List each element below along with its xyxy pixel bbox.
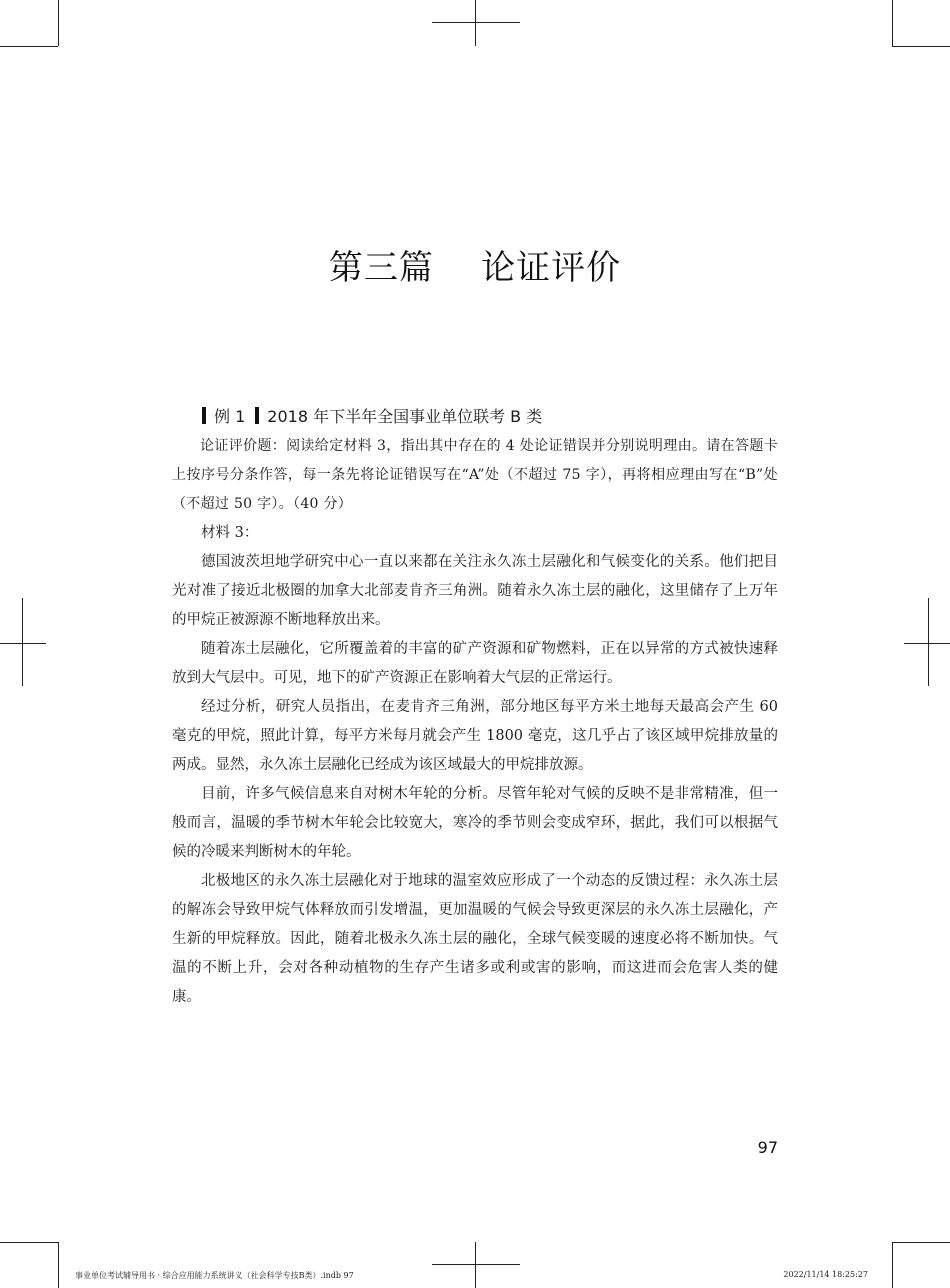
crop-mark (892, 46, 950, 47)
main-content (172, 402, 778, 1012)
chapter-title: 第三篇 论证评价 (328, 248, 622, 288)
page-number: 97 (757, 1138, 778, 1157)
example-label: 例 1 (214, 406, 246, 426)
print-slug-timestamp: 2022/11/14 18:25:27 (783, 1270, 868, 1279)
material-paragraph: 德国波茨坦地学研究中心一直以来都在关注永久冻土层融化和气候变化的关系。他们把目光对准了接近北极圈的加拿大北部麦肯齐三角洲。随着永久冻土层的融化，这里储存了上万年的甲烷正被源源不断地释放出来。 (172, 554, 778, 628)
material-label: 材料 3： (201, 525, 259, 541)
crop-mark (0, 1242, 58, 1243)
crop-mark (892, 1242, 893, 1288)
heading-bar-icon (202, 407, 206, 424)
example-heading (202, 402, 778, 428)
crop-mark (58, 0, 59, 46)
crop-mark (432, 22, 520, 23)
crop-mark (475, 0, 476, 46)
crop-mark (0, 643, 46, 644)
material-paragraph: 北极地区的永久冻土层融化对于地球的温室效应形成了一个动态的反馈过程：永久冻土层的解冻会导致甲烷气体释放而引发增温，更加温暖的气候会导致更深层的永久冻土层融化，产生新的甲烷释放。因此，随着北极永久冻土层的融化，全球气候变暖的速度必将不断加快。气温的不断上升，会对各种动植物的生存产生诸多或利或害的影响，而这进而会危害人类的健康。 (172, 873, 778, 1005)
crop-mark (475, 1242, 476, 1288)
material-paragraph: 目前，许多气候信息来自对树木年轮的分析。尽管年轮对气候的反映不是非常精准，但一般而言，温暖的季节树木年轮会比较宽大，寒冷的季节则会变成窄环，据此，我们可以根据气候的冷暖来判断树木的年轮。 (172, 786, 778, 860)
crop-mark (432, 1264, 520, 1265)
crop-mark (22, 598, 23, 686)
question-prompt: 论证评价题：阅读给定材料 3，指出其中存在的 4 处论证错误并分别说明理由。请在答题卡上按序号分条作答，每一条先将论证错误写在“A”处（不超过 75 字），再将相应理由写在“B”处（不超过 50 字）。（40 分） (172, 438, 778, 512)
crop-mark (904, 643, 950, 644)
crop-mark (928, 598, 929, 686)
print-slug-file: 事业单位考试辅导用书 · 综合应用能力系统讲义（社会科学专技B类）.indb 97 (75, 1271, 354, 1280)
crop-mark (58, 1242, 59, 1288)
crop-mark (892, 0, 893, 46)
crop-mark (892, 1242, 950, 1243)
example-source: 2018 年下半年全国事业单位联考 B 类 (267, 406, 543, 426)
material-paragraph: 随着冻土层融化，它所覆盖着的丰富的矿产资源和矿物燃料，正在以异常的方式被快速释放到大气层中。可见，地下的矿产资源正在影响着大气层的正常运行。 (172, 641, 778, 686)
material-paragraph: 经过分析，研究人员指出，在麦肯齐三角洲，部分地区每平方米土地每天最高会产生 60 毫克的甲烷，照此计算，每平方米每月就会产生 1800 毫克，这几乎占了该区域甲烷排放量的两成。显然，永久冻土层融化已经成为该区域最大的甲烷排放源。 (172, 699, 778, 773)
crop-mark (0, 46, 58, 47)
heading-bar-icon (255, 407, 259, 424)
